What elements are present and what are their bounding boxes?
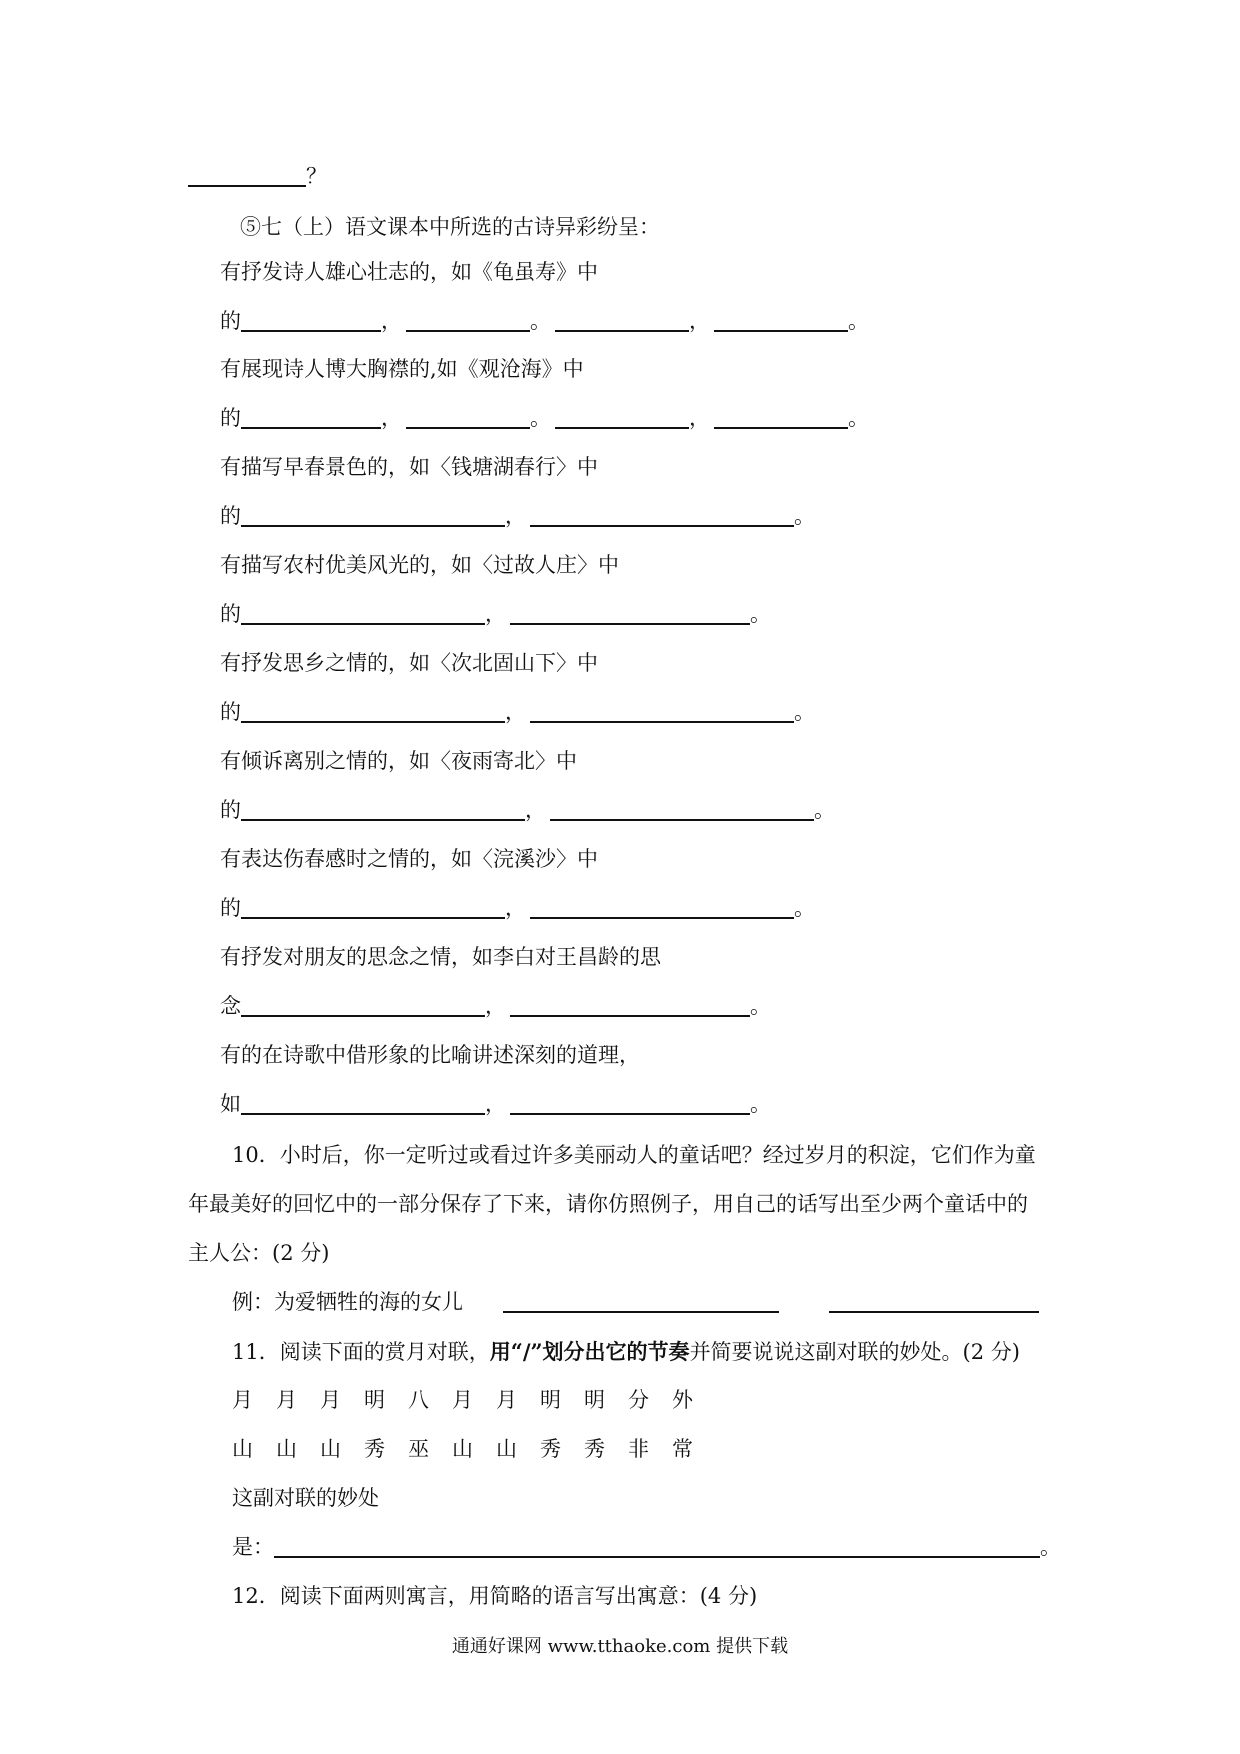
answer-blank[interactable] (406, 405, 530, 429)
top-answer-line (188, 162, 327, 190)
period: 。 (794, 896, 815, 920)
period: 。 (794, 700, 815, 724)
couplet-upper-char: 月 (496, 1388, 517, 1412)
answer-blank[interactable] (510, 1091, 750, 1115)
q9-5-prompt-5: 有抒发思乡之情的，如〈次北固山下〉中 (220, 651, 598, 675)
couplet-upper-char: 外 (672, 1388, 693, 1412)
answer-blank[interactable] (550, 797, 814, 821)
q9-5-prompt-1: 有抒发诗人雄心壮志的，如《龟虽寿》中 (220, 260, 598, 284)
answer-blank[interactable] (510, 601, 750, 625)
couplet-upper-char: 分 (628, 1388, 649, 1412)
answer-lead: 是： (232, 1535, 274, 1559)
answer-blank[interactable] (510, 993, 750, 1017)
comma: ， (525, 798, 546, 822)
q10-line-3: 主人公：(2 分) (188, 1241, 330, 1265)
q9-5-prompt-9: 有的在诗歌中借形象的比喻讲述深刻的道理， (220, 1043, 640, 1067)
q11-bold-instruction: 用“/”划分出它的节奏 (489, 1339, 690, 1364)
q9-5-prompt-3: 有描写早春景色的，如〈钱塘湖春行〉中 (220, 455, 598, 479)
period: 。 (750, 602, 771, 626)
couplet-upper-char: 明 (364, 1388, 385, 1412)
answer-blank[interactable] (188, 163, 306, 187)
answer-blank[interactable] (241, 601, 485, 625)
answer-blank[interactable] (241, 503, 505, 527)
q11-question (232, 1338, 1020, 1366)
answer-blank[interactable] (714, 308, 848, 332)
comma: ， (505, 504, 526, 528)
q10-line-1: 10．小时后，你一定听过或看过许多美丽动人的童话吧？经过岁月的积淀，它们作为童 (232, 1143, 1036, 1167)
couplet-lower-char: 山 (320, 1437, 341, 1461)
couplet-lower-char: 秀 (540, 1437, 561, 1461)
answer-blank[interactable] (530, 895, 794, 919)
q9-5-prompt-7: 有表达伤春感时之情的，如〈浣溪沙〉中 (220, 847, 598, 871)
answer-blank[interactable] (241, 895, 505, 919)
couplet-lower-char: 秀 (364, 1437, 385, 1461)
period: 。 (848, 406, 869, 430)
couplet-upper-char: 月 (320, 1388, 341, 1412)
answer-blank[interactable] (241, 405, 381, 429)
couplet-lower-char: 山 (452, 1437, 473, 1461)
couplet-upper-char: 八 (408, 1388, 429, 1412)
q11-answer-line (232, 1533, 1061, 1561)
lead-char: 的 (220, 700, 241, 724)
comma: ， (689, 309, 710, 333)
answer-blank[interactable] (274, 1534, 1040, 1558)
lead-char: 的 (220, 896, 241, 920)
q9-5-answer-line-3 (220, 502, 815, 530)
comma: ， (485, 602, 506, 626)
lead-char: 的 (220, 798, 241, 822)
answer-blank[interactable] (555, 405, 689, 429)
answer-blank[interactable] (555, 308, 689, 332)
q9-5-prompt-4: 有描写农村优美风光的，如〈过故人庄〉中 (220, 553, 619, 577)
answer-blank[interactable] (241, 993, 485, 1017)
page-footer: 通通好课网 www.tthaoke.com 提供下载 (451, 1636, 789, 1657)
answer-blank[interactable] (241, 797, 525, 821)
comma: ， (505, 700, 526, 724)
period: 。 (794, 504, 815, 528)
period: 。 (814, 798, 835, 822)
q11-answer-prompt: 这副对联的妙处 (232, 1486, 379, 1510)
q9-5-prompt-6: 有倾诉离别之情的，如〈夜雨寄北〉中 (220, 749, 577, 773)
couplet-upper-char: 月 (452, 1388, 473, 1412)
q12-question: 12．阅读下面两则寓言，用简略的语言写出寓意：(4 分) (232, 1584, 758, 1608)
comma: ， (381, 309, 402, 333)
q9-5-answer-line-9 (220, 1090, 771, 1118)
lead-char: 念 (220, 994, 241, 1018)
q9-5-answer-line-2 (220, 404, 869, 432)
couplet-lower-char: 山 (276, 1437, 297, 1461)
q11-suffix: 并简要说说这副对联的妙处。(2 分) (689, 1340, 1020, 1364)
q9-5-answer-line-8 (220, 992, 771, 1020)
comma: ， (505, 896, 526, 920)
q9-5-intro: ⑤七（上）语文课本中所选的古诗异彩纷呈： (240, 215, 660, 239)
comma: ， (485, 1092, 506, 1116)
couplet-lower-char: 非 (628, 1437, 649, 1461)
couplet-lower-char: 常 (672, 1437, 693, 1461)
couplet-lower-char: 巫 (408, 1437, 429, 1461)
lead-char: 的 (220, 504, 241, 528)
lead-char: 的 (220, 309, 241, 333)
couplet-upper-char: 月 (276, 1388, 297, 1412)
couplet-upper-char: 明 (540, 1388, 561, 1412)
q9-5-answer-line-7 (220, 894, 815, 922)
couplet-upper-char: 月 (232, 1388, 253, 1412)
q10-example-line (232, 1288, 1039, 1316)
q9-5-answer-line-1 (220, 307, 869, 335)
comma: ， (381, 406, 402, 430)
answer-blank[interactable] (829, 1289, 1039, 1313)
couplet-lower-char: 山 (496, 1437, 517, 1461)
couplet-lower-line (232, 1435, 716, 1463)
answer-blank[interactable] (530, 503, 794, 527)
couplet-lower-char: 秀 (584, 1437, 605, 1461)
q10-example: 例：为爱牺牲的海的女儿 (232, 1290, 463, 1314)
couplet-lower-char: 山 (232, 1437, 253, 1461)
q9-5-answer-line-5 (220, 698, 815, 726)
q10-line-2: 年最美好的回忆中的一部分保存了下来，请你仿照例子，用自己的话写出至少两个童话中的 (188, 1192, 1028, 1216)
answer-blank[interactable] (530, 699, 794, 723)
couplet-upper-char: 明 (584, 1388, 605, 1412)
period: 。 (750, 1092, 771, 1116)
comma: ， (689, 406, 710, 430)
answer-blank[interactable] (241, 699, 505, 723)
q9-5-prompt-8: 有抒发对朋友的思念之情，如李白对王昌龄的思 (220, 945, 661, 969)
q9-5-answer-line-4 (220, 600, 771, 628)
period: 。 (530, 309, 551, 333)
q9-5-answer-line-6 (220, 796, 835, 824)
comma: ， (485, 994, 506, 1018)
period: 。 (750, 994, 771, 1018)
period: 。 (530, 406, 551, 430)
lead-char: 的 (220, 602, 241, 626)
couplet-upper-line (232, 1386, 716, 1414)
period: 。 (1040, 1535, 1061, 1559)
answer-blank[interactable] (406, 308, 530, 332)
q11-prefix: 11．阅读下面的赏月对联， (232, 1340, 490, 1364)
answer-blank[interactable] (714, 405, 848, 429)
answer-blank[interactable] (241, 308, 381, 332)
question-mark: ？ (306, 164, 327, 188)
q9-5-prompt-2: 有展现诗人博大胸襟的,如《观沧海》中 (220, 357, 584, 381)
answer-blank[interactable] (503, 1289, 779, 1313)
lead-char: 的 (220, 406, 241, 430)
answer-blank[interactable] (241, 1091, 485, 1115)
period: 。 (848, 309, 869, 333)
lead-char: 如 (220, 1092, 241, 1116)
